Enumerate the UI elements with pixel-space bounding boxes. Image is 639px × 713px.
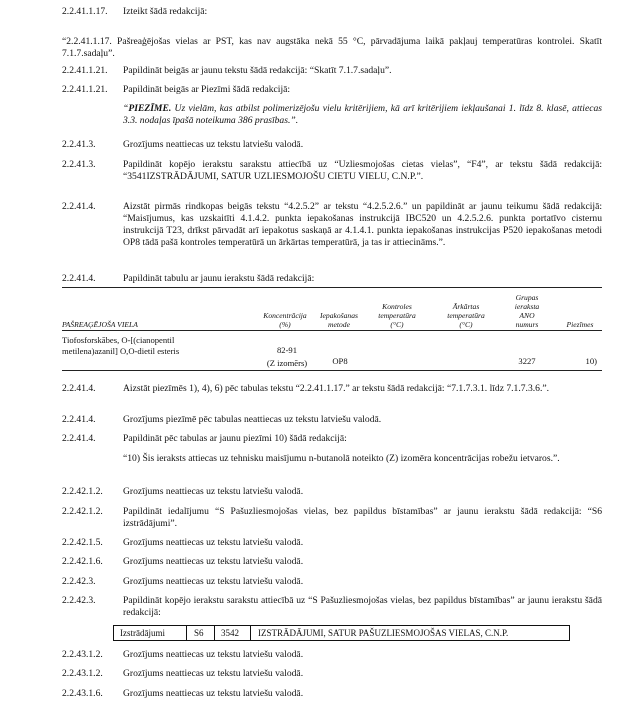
section-number: 2.2.41.3. — [62, 139, 96, 150]
amendment-text: Aizstāt pirmās rindkopas beigās tekstu “4.2.5.2” ar tekstu “4.2.5.2.6.” un papildināt ar jaunu teikumu šādā redakcijā: “Maisījumus, kas uzskaitīti 4.1.4.2. punkta iepakošanas instrukcijā IBC520 un 4.2.5.2.6. punkta portatīvo cisternu instrukcijā T23, drīkst pārvadāt arī iepakotus saskaņā ar 4.1.4.1. punkta iepakošanas instrukcijas P520 iepakošanas metodi OP8 tādā pašā kontroles temperatūrā un ārkārtas temperatūrā, ja tas ir attiecināms.”. — [123, 201, 602, 248]
section-number: 2.2.42.1.2. — [62, 486, 103, 497]
row-packing-method: OP8 — [332, 356, 348, 366]
section-number: 2.2.42.3. — [62, 576, 96, 587]
new-entry-row — [113, 625, 570, 641]
note-paragraph: “PIEZĪME. Uz vielām, kas atbilst polimerizējošu vielu kritērijiem, kā arī kritērijiem iekļaušanai 1. līdz 8. klasē, attiecas 3.3. nodaļas īpašā noteikuma 386 prasības.”. — [123, 103, 602, 126]
entry-name: IZSTRĀDĀJUMI, SATUR PAŠUZLIESMOJOŠAS VIELAS, C.N.P. — [258, 628, 509, 638]
amendment-text: Grozījums neattiecas uz tekstu latviešu valodā. — [123, 486, 304, 497]
header-remarks: Piezīmes — [566, 320, 594, 329]
amendment-text: Papildināt beigās ar jaunu tekstu šādā redakcijā: “Skatīt 7.1.7.sadaļu”. — [123, 65, 392, 76]
amendment-text: Grozījums neattiecas uz tekstu latviešu valodā. — [123, 576, 304, 587]
section-number: 2.2.41.3. — [62, 159, 96, 170]
entry-classification-code: S6 — [194, 628, 204, 638]
section-number: 2.2.43.1.2. — [62, 668, 103, 679]
amendment-text: Papildināt kopējo ierakstu sarakstu attiecībā uz “Uzliesmojošas cietas vielas”, “F4”, ar tekstu šādā redakcijā: “3541IZSTRĀDĀJUMI, SATUR UZLIESMOJOŠU CIETU VIELU, C.N.P.”. — [123, 159, 602, 182]
header-control-temperature: Kontroles temperatūra (°C) — [378, 302, 416, 329]
section-number: 2.2.41.4. — [62, 433, 96, 444]
amendment-text: Aizstāt piezīmēs 1), 4), 6) pēc tabulas tekstu “2.2.41.1.17.” ar tekstu šādā redakcijā: “7.1.7.3.1. līdz 7.1.7.3.6.”. — [123, 383, 549, 394]
amendment-text: Papildināt kopējo ierakstu sarakstu attiecībā uz “S Pašuzliesmojošas vielas, bez papildus bīstamības” ar jaunu ierakstu šādā redakcijā: — [123, 595, 602, 618]
section-number: 2.2.41.1.21. — [62, 84, 108, 95]
section-number: 2.2.41.4. — [62, 201, 96, 212]
section-number: 2.2.41.4. — [62, 273, 96, 284]
amendment-text: “10) Šis ieraksts attiecas uz tehnisku maisījumu n-butanolā noteikto (Z) izomēra koncentrācijas robežu ietvaros.”. — [123, 453, 560, 464]
amendment-text: Papildināt pēc tabulas ar jaunu piezīmi 10) šādā redakcijā: — [123, 433, 347, 444]
amendment-text: Grozījums piezīmē pēc tabulas neattiecas uz tekstu latviešu valodā. — [123, 414, 382, 425]
amendment-text: Papildināt beigās ar Piezīmi šādā redakcijā: — [123, 84, 291, 95]
amendment-text: Grozījums neattiecas uz tekstu latviešu valodā. — [123, 537, 304, 548]
amendment-text: Grozījums neattiecas uz tekstu latviešu valodā. — [123, 556, 304, 567]
section-number: 2.2.41.1.17. — [62, 6, 108, 17]
amendment-text: “2.2.41.1.17. Pašreaģējošas vielas ar PST, kas nav augstāka nekā 55 °C, pārvadājuma laikā pakļauj temperatūras kontrolei. Skatīt 7.1.7.sadaļu”. — [62, 35, 602, 59]
header-concentration: Koncentrācija (%) — [263, 311, 307, 329]
section-number: 2.2.42.3. — [62, 595, 96, 606]
amendment-text: Grozījums neattiecas uz tekstu latviešu valodā. — [123, 139, 304, 150]
header-substance: PAŠREAĢĒJOŠA VIELA — [62, 320, 138, 329]
section-number: 2.2.41.1.21. — [62, 65, 108, 76]
substance-table — [62, 287, 602, 377]
section-number: 2.2.41.4. — [62, 383, 96, 394]
row-substance: Tiofosforskābes, O-[(cianopentil metilena)azanil] O,O-dietil esteris — [62, 335, 180, 356]
header-generic-entry: Grupas ieraksta ANO numurs — [514, 293, 540, 329]
entry-category: Izstrādājumi — [120, 628, 165, 638]
amendment-text: Grozījums neattiecas uz tekstu latviešu valodā. — [123, 668, 304, 679]
amendment-text: Grozījums neattiecas uz tekstu latviešu valodā. — [123, 688, 304, 699]
amendment-text: Izteikt šādā redakcijā: — [123, 6, 208, 17]
note-text: Uz vielām, kas atbilst polimerizējošu vielu kritērijiem, kā arī kritērijiem iekļaušanai 1. līdz 8. klasē, attiecas 3.3. nodaļas īpašā noteikuma 386 prasības. — [123, 103, 602, 126]
row-concentration: 82-91 (Z izomērs) — [266, 345, 308, 368]
row-remarks: 10) — [585, 356, 597, 366]
amendment-text: Papildināt tabulu ar jaunu ierakstu šādā redakcijā: — [123, 273, 315, 284]
section-number: 2.2.43.1.2. — [62, 649, 103, 660]
note-label: PIEZĪME. — [128, 103, 172, 114]
entry-un-number: 3542 — [221, 628, 239, 638]
section-number: 2.2.41.4. — [62, 414, 96, 425]
section-number: 2.2.42.1.5. — [62, 537, 103, 548]
amendment-text: Papildināt iedalījumu “S Pašuzliesmojošas vielas, bez papildus bīstamības” ar jaunu ierakstu šādā redakcijā: “S6 izstrādājumi”. — [123, 506, 602, 529]
header-packing-method: Iepakošanas metode — [320, 311, 358, 329]
row-generic-entry: 3227 — [518, 356, 536, 366]
note-closing: ”. — [290, 115, 299, 126]
amendment-text: Grozījums neattiecas uz tekstu latviešu valodā. — [123, 649, 304, 660]
section-number: 2.2.43.1.6. — [62, 688, 103, 699]
section-number: 2.2.42.1.6. — [62, 556, 103, 567]
header-emergency-temperature: Ārkārtas temperatūra (°C) — [447, 302, 485, 329]
section-number: 2.2.42.1.2. — [62, 506, 103, 517]
